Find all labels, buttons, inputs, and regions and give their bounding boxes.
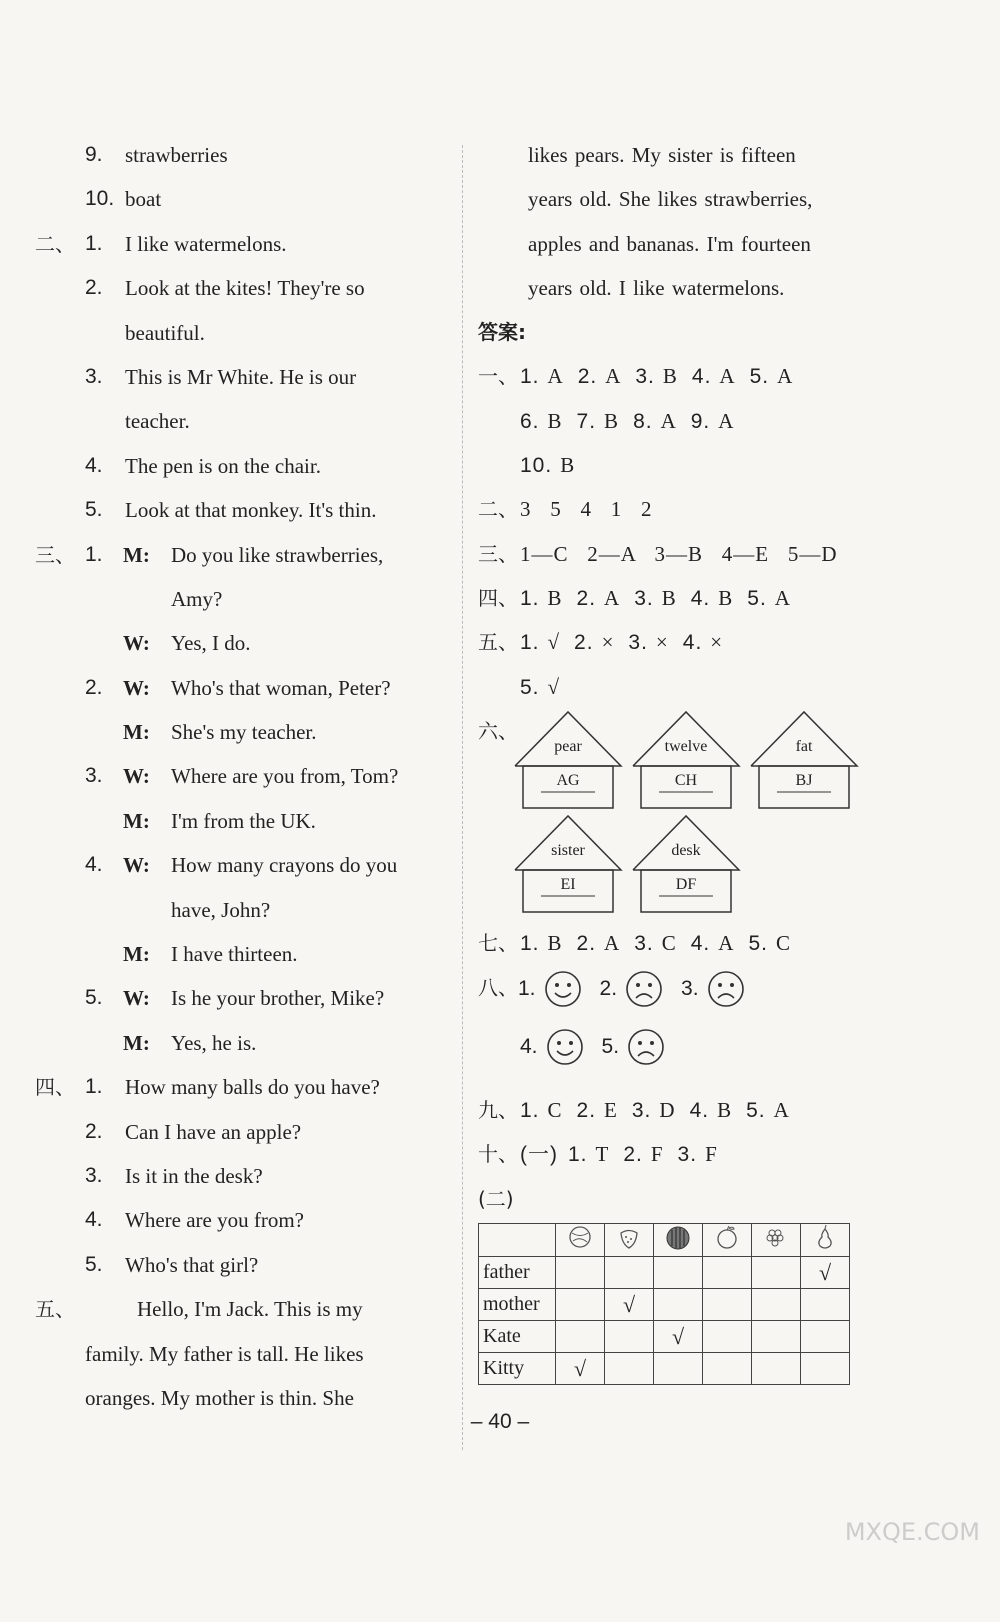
text-line [35, 1248, 445, 1292]
table-row [479, 1289, 850, 1321]
section-number: 三、 [35, 542, 75, 567]
answer-line [478, 492, 898, 536]
house-shape [631, 710, 741, 810]
orange-icon [714, 1224, 740, 1250]
answer-value: A [547, 364, 564, 389]
answer-value: A [773, 1098, 790, 1122]
answer-number: 1. [518, 976, 536, 1000]
answer-value: A [605, 364, 622, 389]
pear-icon [812, 1224, 838, 1250]
answer-number: 2. [574, 631, 594, 655]
answer-items [520, 625, 737, 660]
house-word: fat [795, 738, 813, 755]
house-word: pear [554, 738, 582, 755]
table-row [479, 1257, 850, 1289]
text-line [35, 449, 445, 493]
answer-value: √ [547, 630, 561, 655]
answer-value: × [655, 630, 669, 655]
part-label: (二) [478, 1186, 514, 1211]
item-number: 5. [85, 498, 103, 522]
section-number: 二、 [35, 231, 75, 256]
item-number: 5. [85, 1252, 103, 1276]
table-header-cell [556, 1224, 605, 1257]
table-row-label: Kitty [479, 1353, 556, 1385]
table-header-cell [654, 1224, 703, 1257]
section-number: 四、 [35, 1075, 75, 1100]
answer-number: 2. [576, 932, 597, 955]
answer-value: A [777, 364, 794, 389]
text-line [35, 804, 445, 848]
house-word: twelve [664, 738, 708, 755]
table-cell [703, 1321, 752, 1353]
item-text: Is it in the desk? [125, 1163, 263, 1188]
answer-value: A [604, 585, 621, 610]
item-text: have, John? [171, 897, 271, 922]
house-code: DF [675, 876, 697, 893]
speaker-label: W: [123, 675, 150, 700]
answer-number: 3. [681, 976, 699, 1000]
answer-value: B [547, 408, 563, 433]
passage-text: likes pears. My sister is fifteen [528, 143, 796, 167]
answer-items [520, 1137, 732, 1172]
table-row [479, 1353, 850, 1385]
table-cell [654, 1257, 703, 1289]
item-text: I'm from the UK. [171, 808, 316, 833]
sad-face-icon [625, 970, 663, 1008]
table-cell [752, 1289, 801, 1321]
item-text: Amy? [171, 586, 223, 611]
answer-items [520, 926, 805, 961]
section-number: 三、 [478, 541, 518, 566]
answer-line [478, 581, 898, 625]
table-header-cell [703, 1224, 752, 1257]
answer-number: 2. [623, 1143, 643, 1167]
answer-value: B [560, 453, 576, 478]
houses-diagram [513, 710, 873, 920]
answer-items [520, 404, 748, 439]
item-text: Who's that woman, Peter? [171, 675, 391, 700]
answer-items [520, 359, 807, 394]
answer-value: F [650, 1142, 664, 1167]
speaker-label: W: [123, 764, 150, 789]
answer-number: 2. [599, 976, 618, 1000]
item-number: 4. [85, 853, 103, 877]
answer-value: T [595, 1142, 610, 1167]
answer-items [520, 1093, 804, 1128]
answer-number: 1. [520, 365, 540, 389]
text-line [35, 715, 445, 759]
text-line [35, 404, 445, 448]
item-text: I have thirteen. [171, 942, 298, 967]
ball-icon [567, 1224, 593, 1250]
answer-value: B [718, 585, 734, 610]
house-shape [513, 814, 623, 914]
faces-row-2 [520, 1028, 683, 1078]
table-cell [703, 1353, 752, 1385]
answers-heading: 答案: [478, 320, 526, 345]
text-line [35, 538, 445, 582]
answer-value: D [659, 1098, 676, 1122]
item-text: Is he your brother, Mike? [171, 986, 385, 1011]
text-line [35, 316, 445, 360]
table-row-label: Kate [479, 1321, 556, 1353]
reading-passage [478, 138, 898, 315]
answers-lower [478, 926, 898, 970]
table-cell [752, 1257, 801, 1289]
answer-value: A [774, 585, 791, 610]
fruit-table [478, 1223, 850, 1385]
answer-number: 5. [601, 1034, 620, 1058]
answer-number: 4. [691, 365, 712, 389]
house-word: sister [551, 842, 585, 859]
answer-number: 4. [690, 932, 711, 955]
text-line [35, 360, 445, 404]
answer-value: √ [547, 674, 561, 699]
house-shape [513, 710, 623, 810]
item-text: Yes, he is. [171, 1030, 257, 1055]
house-2 [631, 710, 741, 810]
speaker-label: W: [123, 631, 150, 656]
item-text: Where are you from? [125, 1208, 304, 1233]
part-label: (一) [520, 1143, 558, 1167]
text-line [35, 1115, 445, 1159]
section-number: 五、 [478, 630, 518, 655]
table-row-label: mother [479, 1289, 556, 1321]
answer-number: 3. [631, 1099, 652, 1122]
house-code: CH [674, 772, 698, 789]
answer-line [478, 926, 898, 970]
answer-value: A [660, 408, 677, 433]
answer-number: 4. [689, 1099, 710, 1122]
text-line [35, 893, 445, 937]
answer-items [520, 581, 805, 616]
answer-plain: 1—C 2—A 3—B 4—E 5—D [520, 541, 838, 566]
table-cell [654, 1321, 703, 1353]
item-number: 1. [85, 542, 103, 566]
answer-number: 3. [634, 932, 654, 955]
answer-number: 1. [520, 586, 540, 610]
answer-number: 7. [576, 409, 597, 433]
passage-text: years old. She likes strawberries, [528, 187, 813, 212]
answer-number: 4. [690, 586, 711, 610]
answer-number: 6. [520, 409, 540, 433]
table-cell [605, 1257, 654, 1289]
house-word: desk [671, 842, 701, 859]
text-line [35, 227, 445, 271]
answer-plain: 3 5 4 1 2 [520, 497, 653, 522]
section-number: 四、 [478, 585, 518, 610]
section-number: 二、 [478, 497, 518, 522]
answer-value: × [601, 630, 615, 655]
item-text: Where are you from, Tom? [171, 764, 399, 789]
item-number: 4. [85, 1208, 103, 1232]
speaker-label: W: [123, 986, 150, 1011]
faces-answers [478, 970, 898, 1090]
answer-number: 2. [577, 365, 598, 389]
sad-face-icon [627, 1028, 665, 1066]
house-shape [631, 814, 741, 914]
answer-number: 5. [749, 365, 770, 389]
part-2-label [478, 1182, 898, 1226]
answer-number: 2. [576, 1099, 597, 1122]
answer-number: 3. [628, 631, 648, 655]
answer-value: A [719, 364, 736, 389]
house-3 [749, 710, 859, 810]
item-number: 9. [85, 143, 103, 166]
speaker-label: M: [123, 542, 150, 567]
watermark: MXQE.COM [844, 1518, 980, 1546]
item-text: Can I have an apple? [125, 1119, 302, 1144]
text-line [35, 582, 445, 626]
table-cell [605, 1353, 654, 1385]
answer-number: 1. [520, 932, 540, 955]
item-number: 3. [85, 364, 103, 388]
table-cell [605, 1289, 654, 1321]
check-mark: √ [622, 1291, 636, 1317]
answer-number: 5. [748, 932, 768, 955]
item-text: Hello, I'm Jack. This is my [137, 1297, 363, 1322]
item-text: Look at that monkey. It's thin. [125, 498, 377, 523]
text-line [35, 626, 445, 670]
house-code: BJ [795, 772, 813, 789]
table-header-cell [752, 1224, 801, 1257]
answer-number: 1. [520, 631, 540, 655]
answer-value: B [717, 1098, 733, 1122]
answer-value: F [705, 1142, 718, 1167]
text-line [35, 493, 445, 537]
answer-value: B [661, 585, 677, 610]
right-column [478, 138, 898, 1381]
item-number: 1. [85, 1075, 103, 1099]
answer-items [520, 537, 852, 572]
text-line [35, 848, 445, 892]
answer-number: 10. [520, 454, 553, 478]
speaker-label: M: [123, 1030, 150, 1055]
table-cell [556, 1353, 605, 1385]
house-code: AG [556, 772, 580, 789]
table-cell [801, 1321, 850, 1353]
item-number: 5. [85, 986, 103, 1010]
item-text: Yes, I do. [171, 631, 251, 656]
answer-line [478, 537, 898, 581]
passage-line [478, 227, 898, 271]
section-number: 一、 [478, 364, 518, 389]
answer-number: 9. [690, 409, 711, 433]
item-text: Look at the kites! They're so [125, 276, 365, 301]
table-header-cell [605, 1224, 654, 1257]
table-cell [556, 1321, 605, 1353]
house-shape [749, 710, 859, 810]
text-line [35, 138, 445, 182]
passage-line [478, 182, 898, 226]
table-row [479, 1321, 850, 1353]
answer-number: 3. [634, 586, 654, 610]
item-text: She's my teacher. [171, 720, 317, 745]
answer-value: C [547, 1098, 563, 1122]
text-line [35, 671, 445, 715]
section-number: 八、 [478, 975, 518, 1000]
answer-number: 4. [682, 631, 703, 655]
section-number: 十、 [478, 1142, 518, 1167]
answer-line [478, 448, 898, 492]
check-mark: √ [818, 1259, 832, 1285]
smiley-face-icon [544, 970, 582, 1008]
passage-line [478, 271, 898, 315]
speaker-label: M: [123, 720, 150, 745]
item-number: 2. [85, 276, 103, 300]
answer-items [520, 670, 574, 705]
answer-line [478, 359, 898, 403]
watermelon-icon [665, 1224, 691, 1250]
speaker-label: M: [123, 942, 150, 967]
house-5 [631, 814, 741, 914]
left-column [35, 138, 445, 1425]
item-text: Who's that girl? [125, 1252, 259, 1277]
sad-face-icon [707, 970, 745, 1008]
item-number: 3. [85, 764, 103, 788]
answer-number: 5. [747, 586, 767, 610]
table-row-label: father [479, 1257, 556, 1289]
section-number: 五、 [35, 1297, 75, 1322]
item-text: The pen is on the chair. [125, 453, 321, 478]
answer-value: C [775, 931, 791, 955]
faces-row-1 [478, 970, 763, 1020]
answer-number: 5. [520, 675, 540, 699]
text-line [35, 759, 445, 803]
item-number: 2. [85, 1119, 103, 1143]
house-1 [513, 710, 623, 810]
answer-line [478, 1093, 898, 1137]
answer-number: 1. [520, 1099, 540, 1122]
grapes-icon [763, 1224, 789, 1250]
item-text: beautiful. [125, 320, 205, 345]
answer-value: B [547, 585, 563, 610]
item-number: 3. [85, 1163, 103, 1187]
item-text: oranges. My mother is thin. She [85, 1385, 354, 1410]
table-cell [752, 1321, 801, 1353]
answer-value: × [710, 630, 724, 655]
text-line [35, 981, 445, 1025]
item-text: family. My father is tall. He likes [85, 1341, 364, 1366]
answer-value: A [604, 931, 621, 955]
answer-number: 4. [520, 1034, 538, 1058]
item-text: How many crayons do you [171, 853, 398, 878]
answer-line [478, 625, 898, 669]
check-mark: √ [671, 1323, 685, 1349]
column-divider [462, 145, 463, 1450]
smiley-face-icon [546, 1028, 584, 1066]
text-line [35, 271, 445, 315]
answer-number: 1. [568, 1143, 588, 1167]
page-number: – 40 – [470, 1410, 530, 1433]
answer-number: 5. [746, 1099, 766, 1122]
item-text: strawberries [125, 143, 228, 167]
answer-value: C [661, 931, 677, 955]
speaker-label: W: [123, 853, 150, 878]
table-header-cell [801, 1224, 850, 1257]
table-cell [556, 1257, 605, 1289]
answer-value: E [604, 1098, 618, 1122]
table-header-row [479, 1224, 850, 1257]
answer-items [520, 448, 589, 483]
item-text: boat [125, 187, 162, 212]
item-number: 2. [85, 675, 103, 699]
answer-number: 8. [633, 409, 653, 433]
answer-value: A [718, 931, 735, 955]
text-line [35, 1159, 445, 1203]
table-corner-cell [479, 1224, 556, 1257]
item-number: 10. [85, 187, 115, 211]
passage-line [478, 138, 898, 182]
answer-number: 3. [635, 365, 655, 389]
text-line [35, 1292, 445, 1336]
check-mark: √ [573, 1355, 587, 1381]
table-cell [703, 1289, 752, 1321]
section-number: 七、 [478, 931, 518, 955]
answer-line [478, 404, 898, 448]
answer-value: B [662, 364, 678, 389]
item-number: 4. [85, 453, 103, 477]
item-number: 1. [85, 231, 103, 255]
answer-value: B [547, 931, 563, 955]
item-text: I like watermelons. [125, 231, 287, 256]
table-cell [654, 1353, 703, 1385]
passage-text: apples and bananas. I'm fourteen [528, 231, 811, 256]
table-cell [703, 1257, 752, 1289]
table-cell [801, 1257, 850, 1289]
table-cell [654, 1289, 703, 1321]
section-6: 六、 [478, 718, 518, 743]
speaker-label: M: [123, 808, 150, 833]
text-line [35, 1026, 445, 1070]
house-code: EI [560, 876, 576, 893]
text-line [35, 1337, 445, 1381]
text-line [35, 1203, 445, 1247]
house-4 [513, 814, 623, 914]
answer-number: 2. [576, 586, 597, 610]
answer-value: A [718, 408, 735, 433]
text-line [35, 937, 445, 981]
text-line [35, 1070, 445, 1114]
table-cell [801, 1289, 850, 1321]
table-cell [605, 1321, 654, 1353]
answer-items [520, 492, 667, 527]
answer-line [478, 1137, 898, 1181]
answer-number: 3. [677, 1143, 698, 1167]
item-text: Do you like strawberries, [171, 542, 384, 567]
table-cell [556, 1289, 605, 1321]
strawberry-icon [616, 1224, 642, 1250]
item-text: teacher. [125, 409, 190, 434]
answer-line [478, 670, 898, 714]
answers-lower2 [478, 1093, 898, 1226]
item-text: This is Mr White. He is our [125, 364, 357, 389]
item-text: How many balls do you have? [125, 1075, 380, 1100]
table-cell [752, 1353, 801, 1385]
passage-text: years old. I like watermelons. [528, 275, 785, 300]
answer-value: B [604, 408, 620, 433]
table-cell [801, 1353, 850, 1385]
text-line [35, 182, 445, 226]
answers-block [478, 359, 898, 713]
section-number: 九、 [478, 1098, 518, 1122]
